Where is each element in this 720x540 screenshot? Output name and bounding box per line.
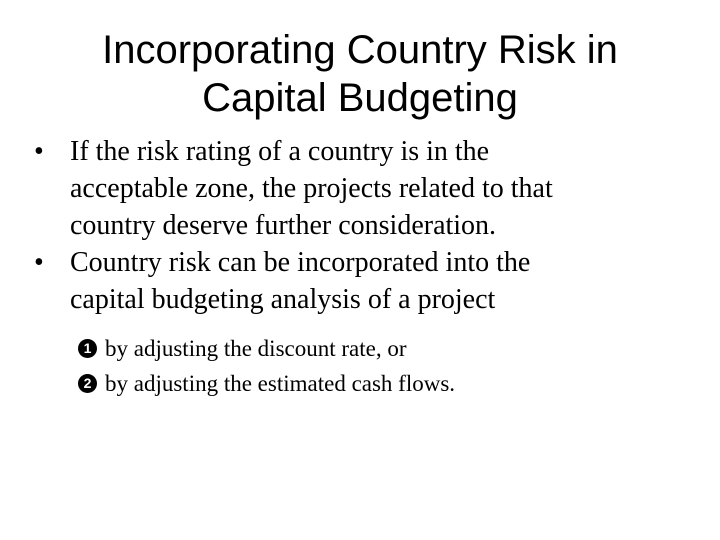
bullet-item (34, 133, 694, 244)
bullet-text-line: Country risk can be incorporated into the (70, 247, 531, 278)
sub-list-item (78, 366, 694, 401)
slide-title (0, 26, 720, 122)
circled-number-1-icon: 1 (78, 339, 97, 358)
bullet-text-line: country deserve further consideration. (70, 210, 497, 241)
slide-title-line: Incorporating Country Risk in (102, 28, 618, 72)
bullet-text-line: acceptable zone, the projects related to that (70, 173, 553, 204)
sub-item-text: by adjusting the discount rate, or (105, 336, 407, 361)
bullet-dot: • (34, 136, 44, 167)
circled-number-2-icon: 2 (78, 374, 97, 393)
bullet-text-line: If the risk rating of a country is in the (70, 136, 490, 167)
sub-item-text: by adjusting the estimated cash flows. (105, 371, 456, 396)
slide-body (34, 133, 694, 401)
bullet-dot: • (34, 247, 44, 278)
bullet-text-line: capital budgeting analysis of a project (70, 284, 496, 315)
sub-list (34, 331, 694, 401)
bullet-item (34, 244, 694, 318)
slide-title-line: Capital Budgeting (202, 76, 518, 120)
sub-list-item (78, 331, 694, 366)
